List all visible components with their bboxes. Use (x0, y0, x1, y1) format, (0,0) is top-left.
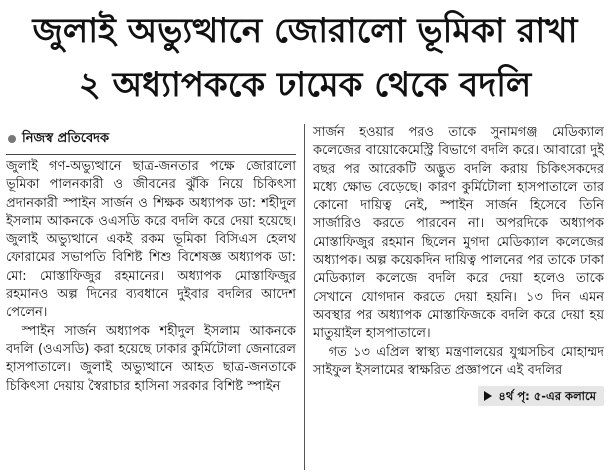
paragraph: গত ১৩ এপ্রিল স্বাস্থ্য মন্ত্রণালয়ের যুগ্মসচিব মোহাম্মদ সাইফুল ইসলামের স্বাক্ষরিত প্রজ্ঞাপনে এই বদলির (313, 344, 604, 378)
byline (6, 128, 296, 150)
paragraph: জুলাই গণ-অভ্যুত্থানে ছাত্র-জনতার পক্ষে জোরালো ভূমিকা পালনকারী ও জীবনের ঝুঁকি নিয়ে চিকিৎসা প্রদানকারী স্পাইন সার্জন ও শিক্ষক অধ্যাপক ডা: শহীদুল ইসলাম আকনকে ওএসডি করে বদলি করে দেয়া হয়েছে। জুলাই অভ্যুত্থানে একই রকম ভূমিকা বিসিএস হেলথ ফোরামের সভাপতি বিশিষ্ট শিশু বিশেষজ্ঞ অধ্যাপক ডা: মো: মোস্তাফিজুর রহমানের। অধ্যাপক মোস্তাফিজুর রহমানও অল্প দিনের ব্যবধানে দুইবার বদলির আদেশ পেলেন। (6, 159, 296, 321)
headline-line-1: জুলাই অভ্যুত্থানে জোরালো ভূমিকা রাখা (32, 11, 578, 51)
article-body (6, 124, 604, 470)
bullet-icon (8, 135, 16, 143)
continuation-text: ৪র্থ পৃ: ৫-এর কলামে (498, 389, 596, 404)
byline-text: নিজস্ব প্রতিবেদক (22, 130, 110, 146)
headline (6, 4, 604, 112)
byline-divider (6, 154, 296, 155)
headline-line-2: ২ অধ্যাপককে ঢামেক থেকে বদলি (78, 65, 532, 105)
continuation-box (478, 386, 604, 406)
paragraph: স্পাইন সার্জন অধ্যাপক শহীদুল ইসলাম আকনকে বদলি (ওএসডি) করা হয়েছে ঢাকার কুর্মিটোলা জেনারেল হাসপাতালে। জুলাই অভ্যুত্থানে আহত ছাত্র-জনতাকে চিকিৎসা দেয়ায় স্বৈরাচার হাসিনা সরকার বিশিষ্ট স্পাইন (6, 323, 296, 394)
arrow-right-icon (484, 391, 492, 401)
right-column (304, 124, 604, 470)
left-column (6, 124, 304, 470)
paragraph: সার্জন হওয়ার পরও তাকে সুনামগঞ্জ মেডিক্যাল কলেজের বায়োকেমেস্ট্রি বিভাগে বদলি করে। আবারো দুই বছর পর আরেকটি অদ্ভুত বদলি করায় চিকিৎসকদের মধ্যে ক্ষোভ বেড়েছে। কারণ কুর্মিটোলা হাসপাতালে তার কোনো দায়িত্ব নেই, স্পাইন সার্জন হিসেবে তিনি সার্জারিও করতে পারবেন না। অপরদিকে অধ্যাপক মোস্তাফিজুর রহমান ছিলেন মুগদা মেডিক্যাল কলেজের অধ্যাপক। অল্প কয়েকদিন দায়িত্ব পালনের পর তাকে ঢাকা মেডিক্যাল কলেজে বদলি করে দেয়া হলেও তাকে সেখানে যোগদান করতে দেয়া হয়নি। ১৩ দিন এমন অবস্থার পর অধ্যাপক মোস্তাফিজকে বদলি করে দেয়া হয় মাতুয়াইল হাসপাতালে। (313, 125, 604, 342)
continuation-note (313, 386, 604, 406)
